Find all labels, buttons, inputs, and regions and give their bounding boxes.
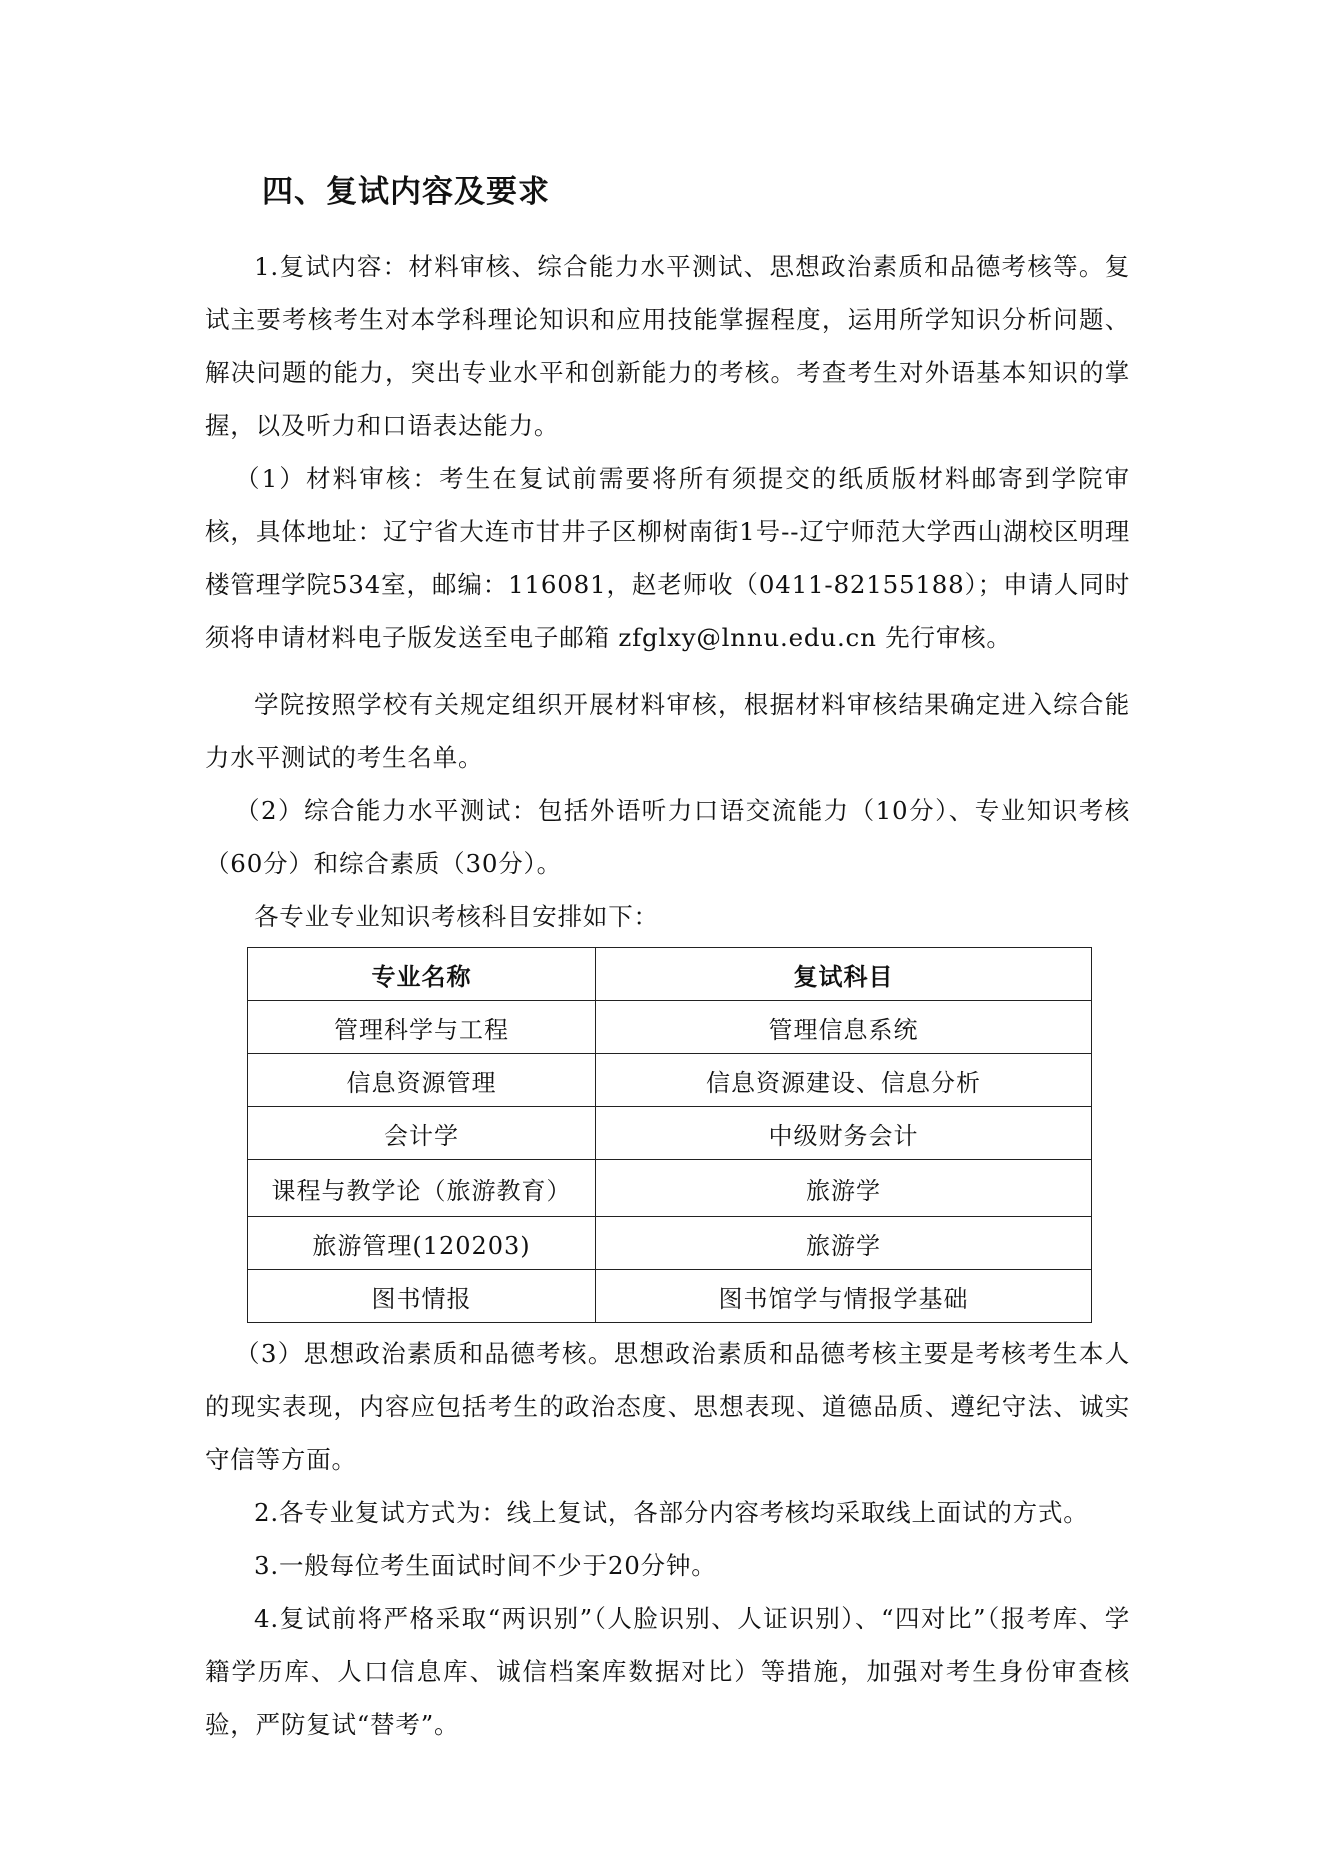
paragraph-retest-method: 2.各专业复试方式为：线上复试，各部分内容考核均采取线上面试的方式。 [254,1498,1089,1527]
cell-major: 课程与教学论（旅游教育） [248,1160,596,1217]
document-body [205,170,1130,1751]
table-row [248,1001,1092,1054]
cell-major: 旅游管理(120203) [248,1217,596,1270]
cell-major: 会计学 [248,1107,596,1160]
paragraph-political-review: （3）思想政治素质和品德考核。思想政治素质和品德考核主要是考核考生本人的现实表现，内容应包括考生的政治态度、思想表现、道德品质、遵纪守法、诚实守信等方面。 [205,1339,1130,1474]
paragraph-identity-check: 4.复试前将严格采取“两识别”（人脸识别、人证识别）、“四对比”（报考库、学籍学历库、人口信息库、诚信档案库数据对比）等措施，加强对考生身份审查核验，严防复试“替考”。 [205,1604,1130,1739]
cell-subject: 旅游学 [596,1217,1092,1270]
paragraph-review-process: 学院按照学校有关规定组织开展材料审核，根据材料审核结果确定进入综合能力水平测试的考生名单。 [205,690,1130,772]
cell-subject: 图书馆学与情报学基础 [596,1270,1092,1323]
header-subject: 复试科目 [596,948,1092,1001]
table-row [248,1270,1092,1323]
paragraph-comprehensive-test: （2）综合能力水平测试：包括外语听力口语交流能力（10分）、专业知识考核（60分）和综合素质（30分）。 [205,796,1130,878]
cell-major: 图书情报 [248,1270,596,1323]
paragraph-material-review: （1）材料审核：考生在复试前需要将所有须提交的纸质版材料邮寄到学院审核，具体地址：辽宁省大连市甘井子区柳树南街1号--辽宁师范大学西山湖校区明理楼管理学院534室，邮编：116081，赵老师收（0411-82155188）；申请人同时须将申请材料电子版发送至电子邮箱 zfglxy@lnnu.edu.cn 先行审核。 [205,464,1130,652]
section-heading: 四、复试内容及要求 [262,174,550,210]
table-row [248,1054,1092,1107]
cell-major: 信息资源管理 [248,1054,596,1107]
cell-subject: 信息资源建设、信息分析 [596,1054,1092,1107]
cell-subject: 旅游学 [596,1160,1092,1217]
subjects-table [247,947,1092,1323]
table-row [248,1160,1092,1217]
cell-subject: 管理信息系统 [596,1001,1092,1054]
paragraph-retest-content: 1.复试内容：材料审核、综合能力水平测试、思想政治素质和品德考核等。复试主要考核考生对本学科理论知识和应用技能掌握程度，运用所学知识分析问题、解决问题的能力，突出专业水平和创新能力的考核。考查考生对外语基本知识的掌握，以及听力和口语表达能力。 [205,252,1130,440]
table-intro: 各专业专业知识考核科目安排如下： [254,902,659,931]
table-row [248,1217,1092,1270]
paragraph-interview-duration: 3.一般每位考生面试时间不少于20分钟。 [254,1551,717,1580]
cell-major: 管理科学与工程 [248,1001,596,1054]
table-row [248,1107,1092,1160]
table-header-row [248,948,1092,1001]
cell-subject: 中级财务会计 [596,1107,1092,1160]
header-major: 专业名称 [248,948,596,1001]
